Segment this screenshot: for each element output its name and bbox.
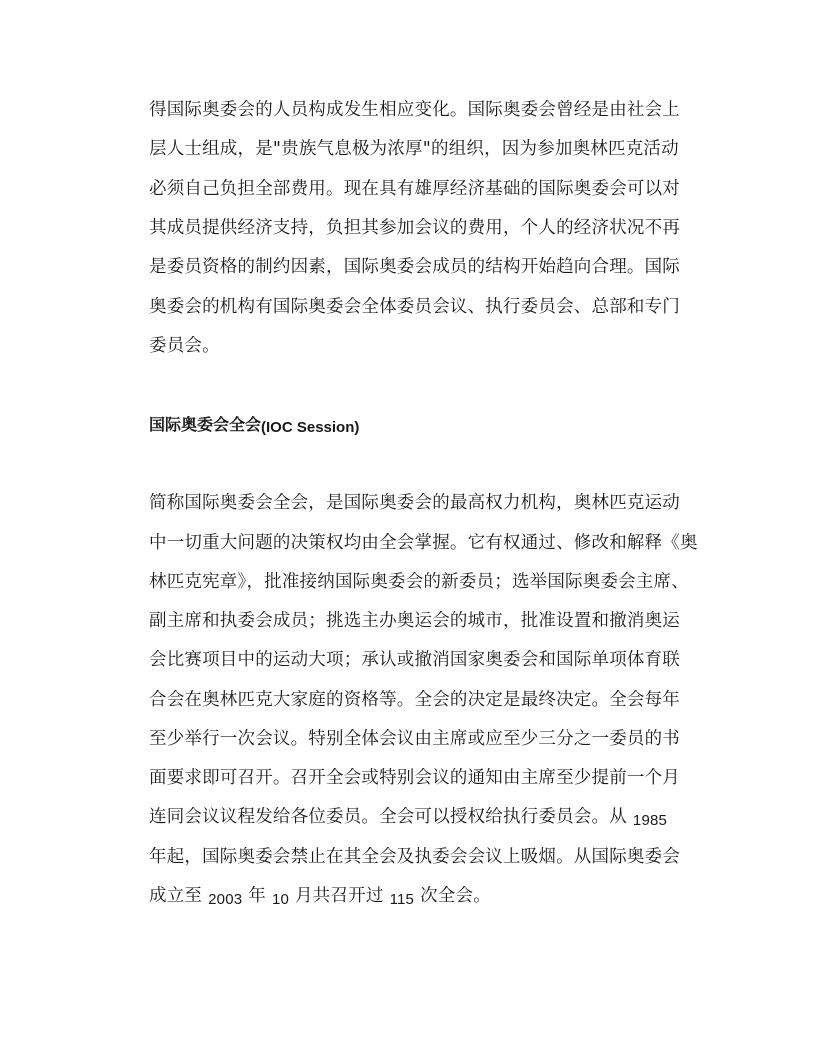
paragraph-1-line-2: 层人士组成，是"贵族气息极为浓厚"的组织，因为参加奥林匹克活动 (149, 139, 679, 159)
year-2003: 2003 (208, 891, 243, 908)
paragraph-2-line-5: 会比赛项目中的运动大项；承认或撤消国家奥委会和国际单项体育联 (149, 650, 680, 670)
section-heading-en: (IOC Session) (261, 419, 360, 436)
paragraph-1-line-3: 必须自己负担全部费用。现在具有雄厚经济基础的国际奥委会可以对 (149, 179, 680, 199)
section-heading (149, 413, 359, 438)
paragraph-1-line-1: 得国际奥委会的人员构成发生相应变化。国际奥委会曾经是由社会上 (149, 100, 680, 120)
paragraph-2-line-9-text: 连同会议议程发给各位委员。全会可以授权给执行委员会。从 (149, 807, 627, 827)
paragraph-1-line-4: 其成员提供经济支持，负担其参加会议的费用，个人的经济状况不再 (149, 218, 680, 238)
paragraph-2-line-2: 中一切重大问题的决策权均由全会掌握。它有权通过、修改和解释《奥 (149, 533, 698, 553)
paragraph-1-line-5: 是委员资格的制约因素，国际奥委会成员的结构开始趋向合理。国际 (149, 257, 680, 277)
paragraph-2-line-11 (149, 884, 674, 909)
session-count: 115 (389, 891, 415, 908)
paragraph-1-line-7: 委员会。 (149, 336, 220, 356)
line-11-part-b: 年 (248, 886, 266, 906)
paragraph-2-line-3: 林匹克宪章》，批准接纳国际奥委会的新委员；选举国际奥委会主席、 (149, 572, 689, 592)
paragraph-2-line-7: 至少举行一次会议。特别全体会议由主席或应至少三分之一委员的书 (149, 729, 680, 749)
section-heading-zh: 国际奥委会全会 (149, 415, 262, 434)
paragraph-2-line-9 (149, 805, 674, 830)
line-11-part-c: 月共召开过 (295, 886, 384, 906)
year-1985: 1985 (632, 812, 668, 829)
paragraph-1-line-6: 奥委会的机构有国际奥委会全体委员会议、执行委员会、总部和专门 (149, 297, 680, 317)
line-11-part-a: 成立至 (149, 886, 203, 906)
paragraph-2-line-1: 简称国际奥委会全会，是国际奥委会的最高权力机构，奥林匹克运动 (149, 493, 680, 513)
month-10: 10 (271, 891, 290, 908)
line-11-part-d: 次全会。 (420, 886, 491, 906)
paragraph-2-line-10: 年起，国际奥委会禁止在其全会及执委会会议上吸烟。从国际奥委会 (149, 847, 680, 867)
paragraph-2-line-8: 面要求即可召开。召开全会或特别会议的通知由主席至少提前一个月 (149, 768, 680, 788)
paragraph-2-line-4: 副主席和执委会成员；挑选主办奥运会的城市，批准设置和撤消奥运 (149, 611, 680, 631)
paragraph-2-line-6: 合会在奥林匹克大家庭的资格等。全会的决定是最终决定。全会每年 (149, 690, 680, 710)
